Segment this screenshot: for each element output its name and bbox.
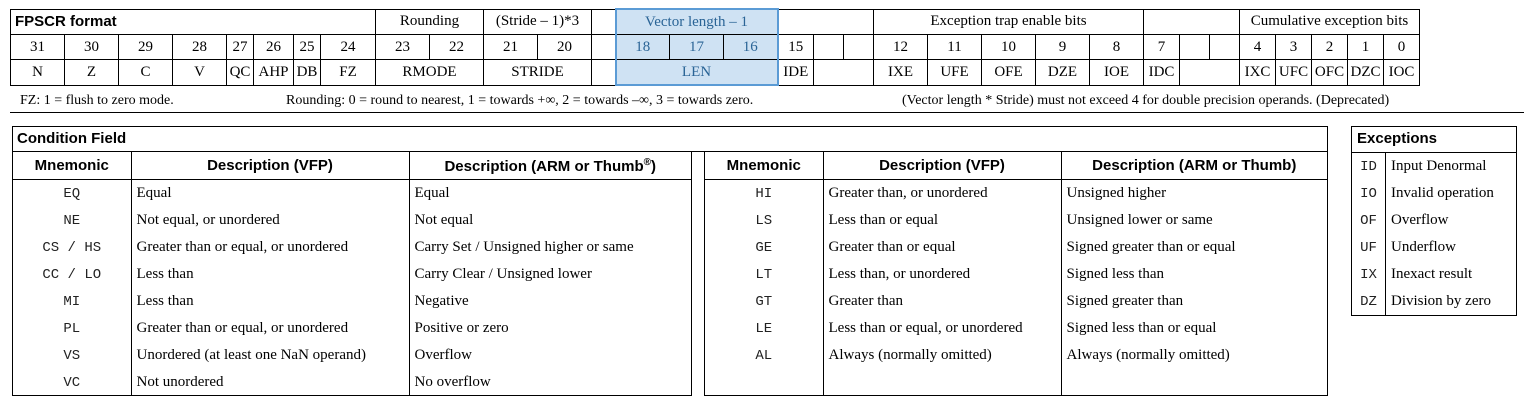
table-row (705, 261, 1327, 288)
exceptions-title: Exceptions (1352, 127, 1516, 153)
mnemonic-cell: LE (755, 320, 773, 337)
field-qc: QC (227, 60, 254, 86)
exception-description: Invalid operation (1391, 185, 1494, 201)
table-row (705, 288, 1327, 315)
arm-description-cell: Carry Clear / Unsigned lower (409, 261, 691, 288)
table-row (13, 180, 691, 208)
condition-header-row (705, 152, 1327, 180)
mnemonic-cell: CC / LO (42, 266, 102, 283)
note-fz: FZ: 1 = flush to zero mode. (20, 93, 174, 108)
bit-number: 24 (321, 35, 376, 60)
bit-number: 4 (1240, 35, 1276, 60)
list-item (1352, 207, 1516, 234)
table-row (13, 342, 691, 369)
header-vfp: Description (VFP) (823, 152, 1061, 180)
vfp-description-cell: Not equal, or unordered (131, 207, 409, 234)
field-db: DB (294, 60, 321, 86)
table-gap (691, 152, 705, 396)
list-item (1352, 288, 1516, 315)
fpscr-field-row (11, 60, 1420, 86)
table-row (705, 315, 1327, 342)
exception-description: Overflow (1391, 212, 1449, 228)
header-mnemonic: Mnemonic (13, 152, 131, 180)
arm-description-cell: Equal (409, 180, 691, 208)
field-n: N (11, 60, 65, 86)
arm-description-cell: Signed less than or equal (1061, 315, 1327, 342)
table-row (13, 261, 691, 288)
arm-description-cell: Signed less than (1061, 261, 1327, 288)
table-row (705, 180, 1327, 208)
vfp-description-cell: Greater than (823, 288, 1061, 315)
vfp-description-cell: Greater than or equal, or unordered (131, 315, 409, 342)
note-vector: (Vector length * Stride) must not exceed 4 for double precision operands. (Deprecated) (902, 93, 1390, 108)
bit-number: 30 (65, 35, 119, 60)
vfp-description-cell: Equal (131, 180, 409, 208)
field-ufc: UFC (1276, 60, 1312, 86)
field-fz: FZ (321, 60, 376, 86)
exception-code: DZ (1352, 288, 1386, 315)
vfp-description-cell: Unordered (at least one NaN operand) (131, 342, 409, 369)
bit-number: 3 (1276, 35, 1312, 60)
bit-number: 28 (173, 35, 227, 60)
field-ufe: UFE (928, 60, 982, 86)
field-ahp: AHP (254, 60, 294, 86)
header-vfp: Description (VFP) (131, 152, 409, 180)
field-ofe: OFE (982, 60, 1036, 86)
exceptions-table (1352, 153, 1516, 315)
bit-number: 23 (376, 35, 430, 60)
mnemonic-cell: CS / HS (42, 239, 102, 256)
fpscr-title: FPSCR format (11, 9, 376, 35)
bit-number: 7 (1144, 35, 1180, 60)
bit-number: 22 (430, 35, 484, 60)
vfp-description-cell: Always (normally omitted) (823, 342, 1061, 369)
exception-description: Underflow (1391, 239, 1456, 255)
table-row (705, 369, 1327, 396)
exceptions-panel (1351, 126, 1517, 316)
field-z: Z (65, 60, 119, 86)
stride-label: (Stride – 1)*3 (484, 9, 592, 35)
arm-description-cell (1061, 369, 1327, 396)
condition-table-right (705, 152, 1327, 396)
field-v: V (173, 60, 227, 86)
fpscr-format-table (10, 8, 1420, 86)
list-item (1352, 180, 1516, 207)
exception-description: Input Denormal (1391, 158, 1487, 174)
vector-length-label: Vector length – 1 (616, 9, 778, 35)
bit-number: 11 (928, 35, 982, 60)
bit-number: 17 (670, 35, 724, 60)
bit-number: 29 (119, 35, 173, 60)
table-row (13, 234, 691, 261)
vfp-description-cell: Greater than or equal, or unordered (131, 234, 409, 261)
mnemonic-cell: NE (63, 212, 81, 229)
mnemonic-cell: LS (755, 212, 773, 229)
table-row (13, 288, 691, 315)
bit-number: 27 (227, 35, 254, 60)
mnemonic-cell: LT (755, 266, 773, 283)
condition-table-left (13, 152, 691, 396)
vfp-description-cell (823, 369, 1061, 396)
vfp-description-cell: Less than (131, 261, 409, 288)
mnemonic-cell: HI (755, 185, 773, 202)
vfp-description-cell: Greater than or equal (823, 234, 1061, 261)
list-item (1352, 153, 1516, 180)
mnemonic-cell: GE (755, 239, 773, 256)
field-c: C (119, 60, 173, 86)
table-row (13, 315, 691, 342)
header-mnemonic: Mnemonic (705, 152, 823, 180)
table-row (705, 342, 1327, 369)
bit-number: 10 (982, 35, 1036, 60)
mnemonic-cell: AL (755, 347, 773, 364)
bit-number: 15 (778, 35, 814, 60)
table-row (13, 207, 691, 234)
field-stride: STRIDE (484, 60, 592, 86)
arm-description-cell: No overflow (409, 369, 691, 396)
list-item (1352, 234, 1516, 261)
bit-number: 21 (484, 35, 538, 60)
fpscr-label-row (11, 9, 1420, 35)
bit-number: 12 (874, 35, 928, 60)
arm-description-cell: Not equal (409, 207, 691, 234)
field-ide: IDE (778, 60, 814, 86)
vfp-description-cell: Less than or equal, or unordered (823, 315, 1061, 342)
fpscr-notes (10, 90, 1524, 113)
vfp-description-cell: Less than (131, 288, 409, 315)
bit-number: 16 (724, 35, 778, 60)
arm-description-cell: Always (normally omitted) (1061, 342, 1327, 369)
mnemonic-cell: PL (63, 320, 81, 337)
arm-description-cell: Signed greater than or equal (1061, 234, 1327, 261)
bit-number: 8 (1090, 35, 1144, 60)
bit-number: 31 (11, 35, 65, 60)
bit-number: 2 (1312, 35, 1348, 60)
vfp-description-cell: Greater than, or unordered (823, 180, 1061, 208)
mnemonic-cell: GT (755, 293, 773, 310)
condition-field-title: Condition Field (13, 127, 1327, 152)
arm-description-cell: Positive or zero (409, 315, 691, 342)
table-row (705, 207, 1327, 234)
field-ixc: IXC (1240, 60, 1276, 86)
header-arm: Description (ARM or Thumb®) (409, 152, 691, 180)
table-row (13, 369, 691, 396)
mnemonic-cell: VC (63, 374, 81, 391)
field-rmode: RMODE (376, 60, 484, 86)
exception-code: IO (1352, 180, 1386, 207)
bit-number: 20 (538, 35, 592, 60)
vfp-description-cell: Less than or equal (823, 207, 1061, 234)
arm-description-cell: Unsigned higher (1061, 180, 1327, 208)
field-len: LEN (616, 60, 778, 86)
exception-code: IX (1352, 261, 1386, 288)
arm-description-cell: Overflow (409, 342, 691, 369)
mnemonic-cell: VS (63, 347, 81, 364)
arm-description-cell: Unsigned lower or same (1061, 207, 1327, 234)
bit-number: 1 (1348, 35, 1384, 60)
exception-description: Division by zero (1391, 293, 1491, 309)
cumulative-label: Cumulative exception bits (1240, 9, 1420, 35)
field-idc: IDC (1144, 60, 1180, 86)
arm-description-cell: Negative (409, 288, 691, 315)
exception-description: Inexact result (1391, 266, 1473, 282)
bit-number: 0 (1384, 35, 1420, 60)
table-row (705, 234, 1327, 261)
field-ofc: OFC (1312, 60, 1348, 86)
mnemonic-cell: MI (63, 293, 81, 310)
fpscr-bit-row (11, 35, 1420, 60)
vfp-description-cell: Less than, or unordered (823, 261, 1061, 288)
list-item (1352, 261, 1516, 288)
condition-field-panel (12, 126, 1328, 396)
bit-number: 9 (1036, 35, 1090, 60)
exception-trap-label: Exception trap enable bits (874, 9, 1144, 35)
note-rounding: Rounding: 0 = round to nearest, 1 = towards +∞, 2 = towards –∞, 3 = towards zero. (286, 93, 754, 108)
mnemonic-cell (705, 369, 823, 396)
field-ioc: IOC (1384, 60, 1420, 86)
bit-number: 26 (254, 35, 294, 60)
field-ixe: IXE (874, 60, 928, 86)
exception-code: UF (1352, 234, 1386, 261)
field-dze: DZE (1036, 60, 1090, 86)
exception-code: ID (1352, 153, 1386, 180)
condition-header-row (13, 152, 691, 180)
field-dzc: DZC (1348, 60, 1384, 86)
header-arm: Description (ARM or Thumb) (1061, 152, 1327, 180)
arm-description-cell: Signed greater than (1061, 288, 1327, 315)
rounding-label: Rounding (376, 9, 484, 35)
field-ioe: IOE (1090, 60, 1144, 86)
mnemonic-cell: EQ (63, 185, 81, 202)
vfp-description-cell: Not unordered (131, 369, 409, 396)
bit-number: 25 (294, 35, 321, 60)
bit-number: 18 (616, 35, 670, 60)
exception-code: OF (1352, 207, 1386, 234)
arm-description-cell: Carry Set / Unsigned higher or same (409, 234, 691, 261)
